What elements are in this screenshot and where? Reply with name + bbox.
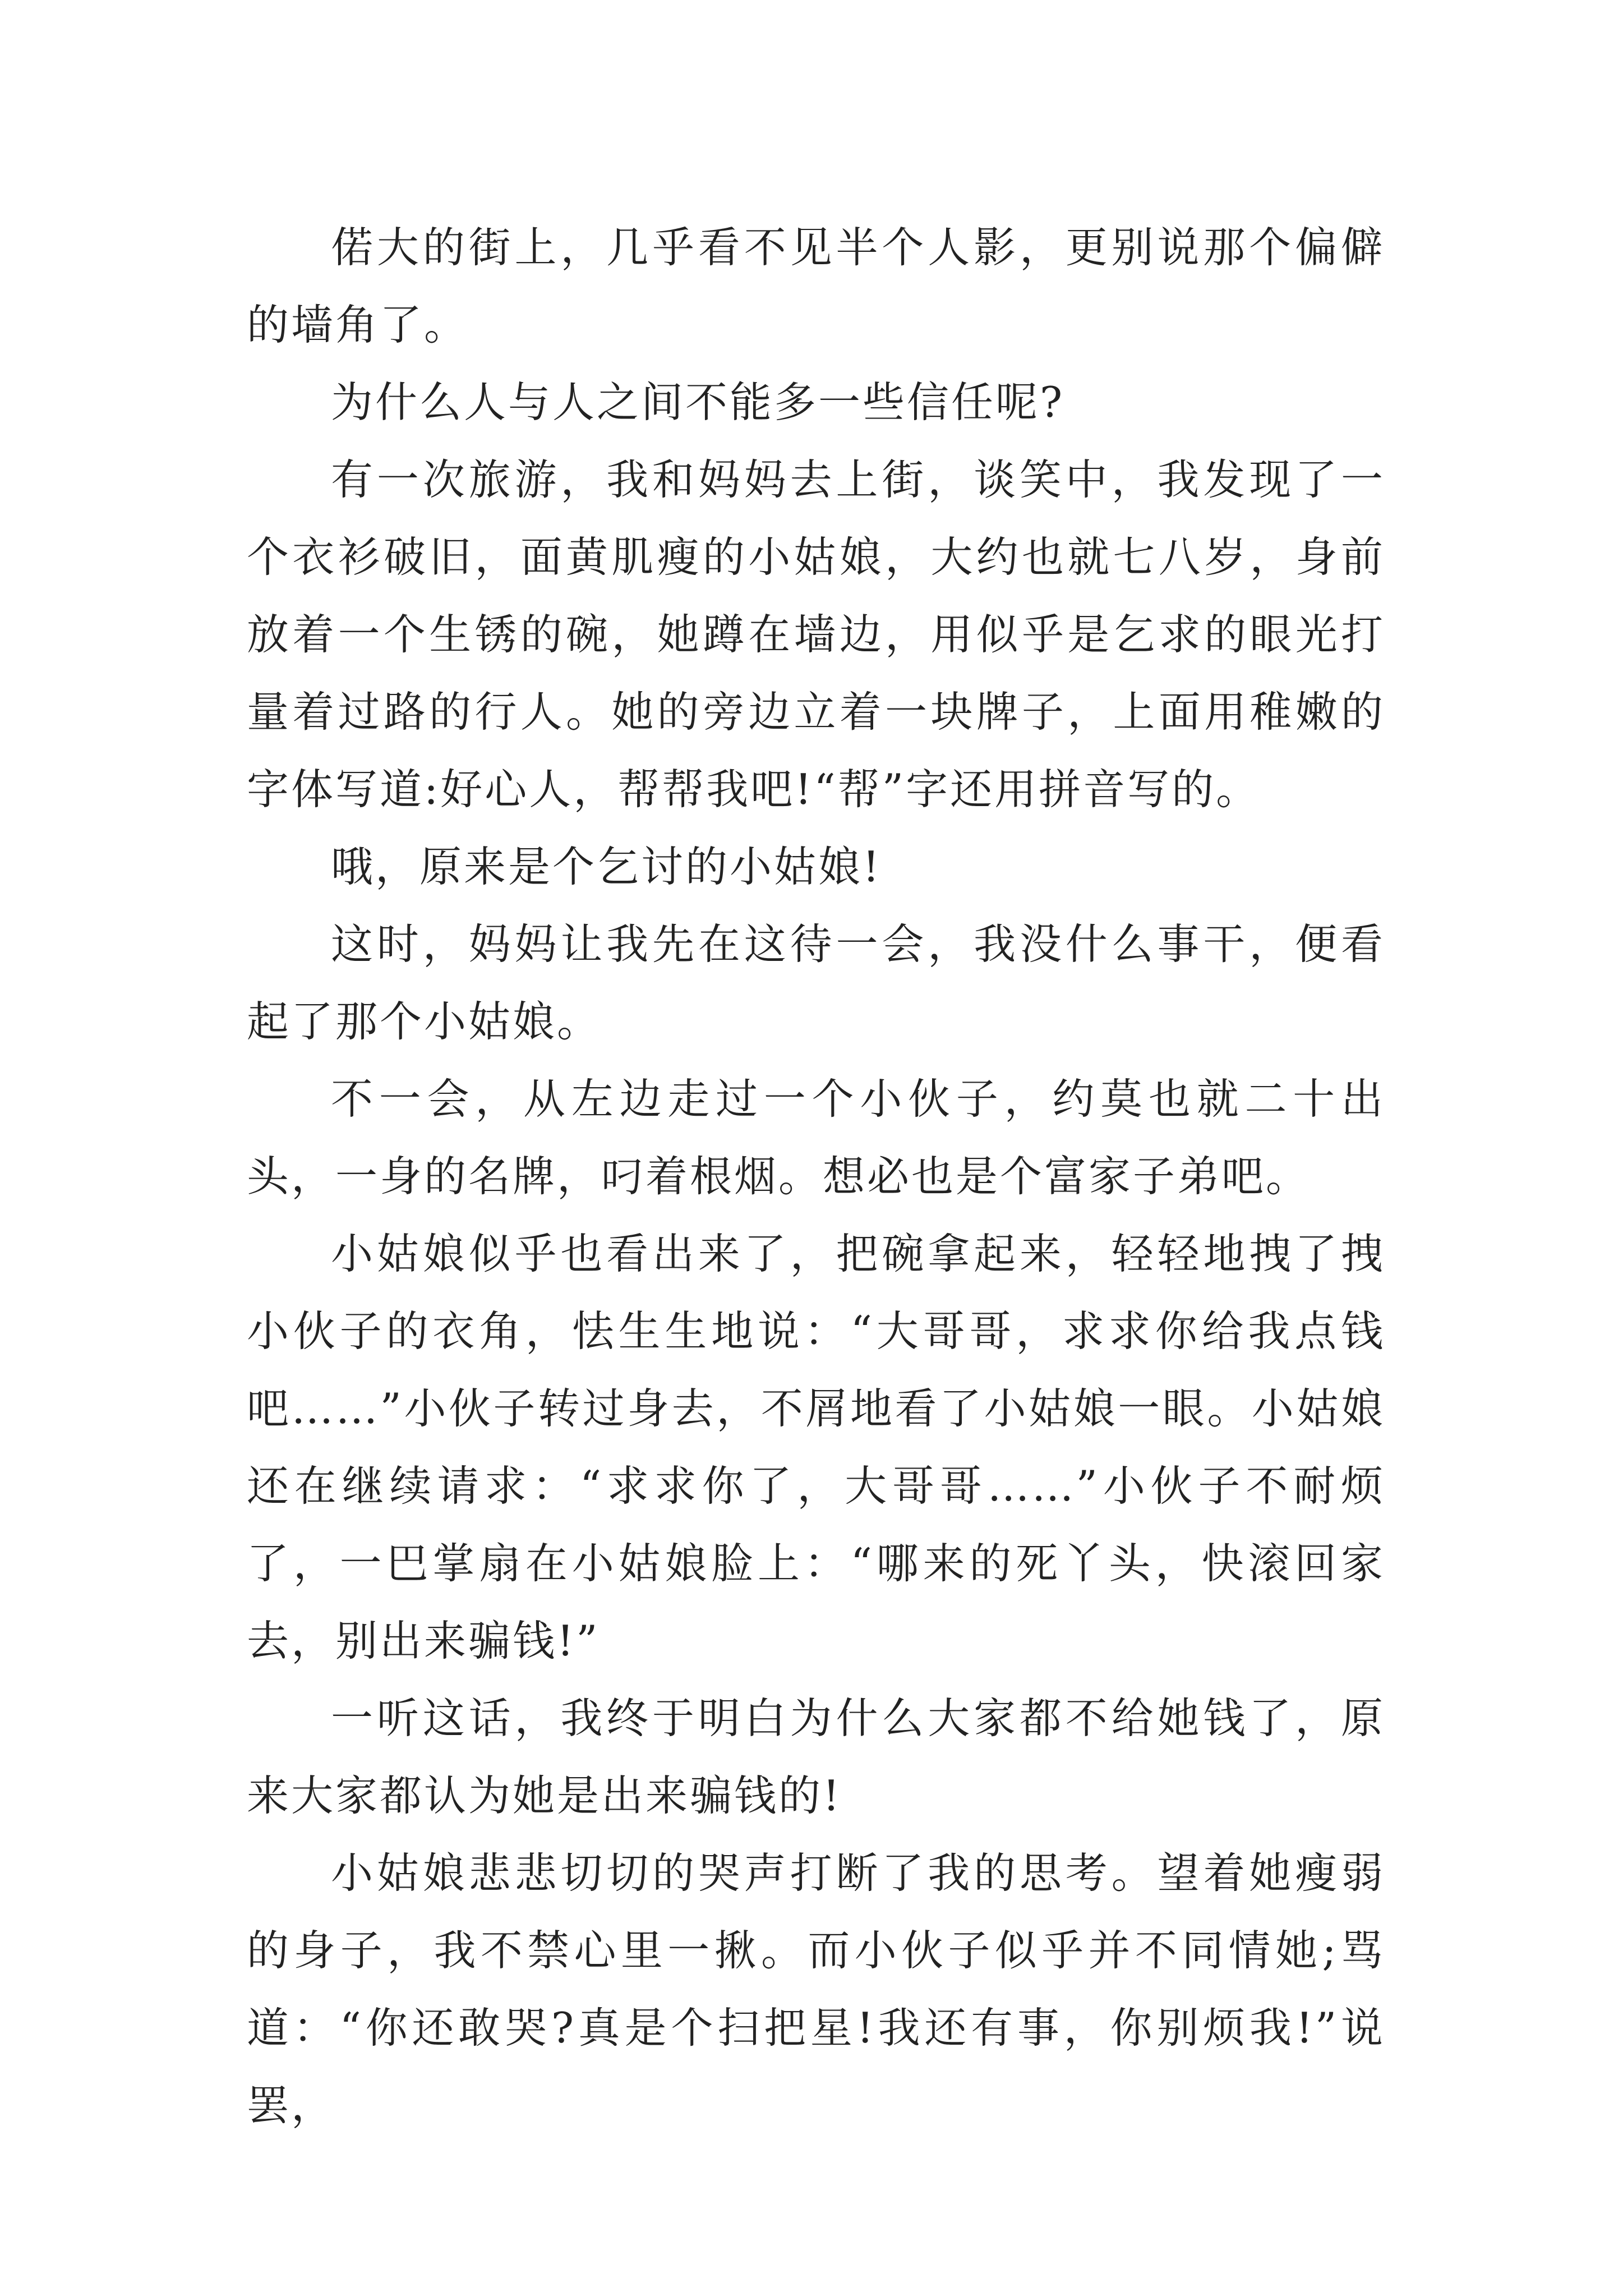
paragraph: 小姑娘悲悲切切的哭声打断了我的思考。望着她瘦弱的身子，我不禁心里一揪。而小伙子似乎并不同情她;骂道：“你还敢哭?真是个扫把星!我还有事，你别烦我!”说罢，	[247, 1848, 1385, 2130]
paragraph: 小姑娘似乎也看出来了，把碗拿起来，轻轻地拽了拽小伙子的衣角，怯生生地说：“大哥哥，求求你给我点钱吧……”小伙子转过身去，不屑地看了小姑娘一眼。小姑娘还在继续请求：“求求你了，大哥哥……”小伙子不耐烦了，一巴掌扇在小姑娘脸上：“哪来的死丫头，快滚回家去，别出来骗钱!”	[247, 1229, 1385, 1665]
paragraph: 不一会，从左边走过一个小伙子，约莫也就二十出头，一身的名牌，叼着根烟。想必也是个富家子弟吧。	[247, 1074, 1385, 1201]
paragraph: 一听这话，我终于明白为什么大家都不给她钱了，原来大家都认为她是出来骗钱的!	[247, 1694, 1385, 1820]
paragraph: 为什么人与人之间不能多一些信任呢?	[331, 378, 1065, 427]
body-text	[247, 209, 1385, 2144]
paragraph: 有一次旅游，我和妈妈去上街，谈笑中，我发现了一个衣衫破旧，面黄肌瘦的小姑娘，大约也就七八岁，身前放着一个生锈的碗，她蹲在墙边，用似乎是乞求的眼光打量着过路的行人。她的旁边立着一块牌子，上面用稚嫩的字体写道:好心人，帮帮我吧!“帮”字还用拼音写的。	[247, 455, 1385, 814]
paragraph: 偌大的街上，几乎看不见半个人影，更别说那个偏僻的墙角了。	[247, 223, 1385, 349]
paragraph: 这时，妈妈让我先在这待一会，我没什么事干，便看起了那个小姑娘。	[247, 919, 1385, 1046]
paragraph: 哦，原来是个乞讨的小姑娘!	[331, 842, 882, 891]
